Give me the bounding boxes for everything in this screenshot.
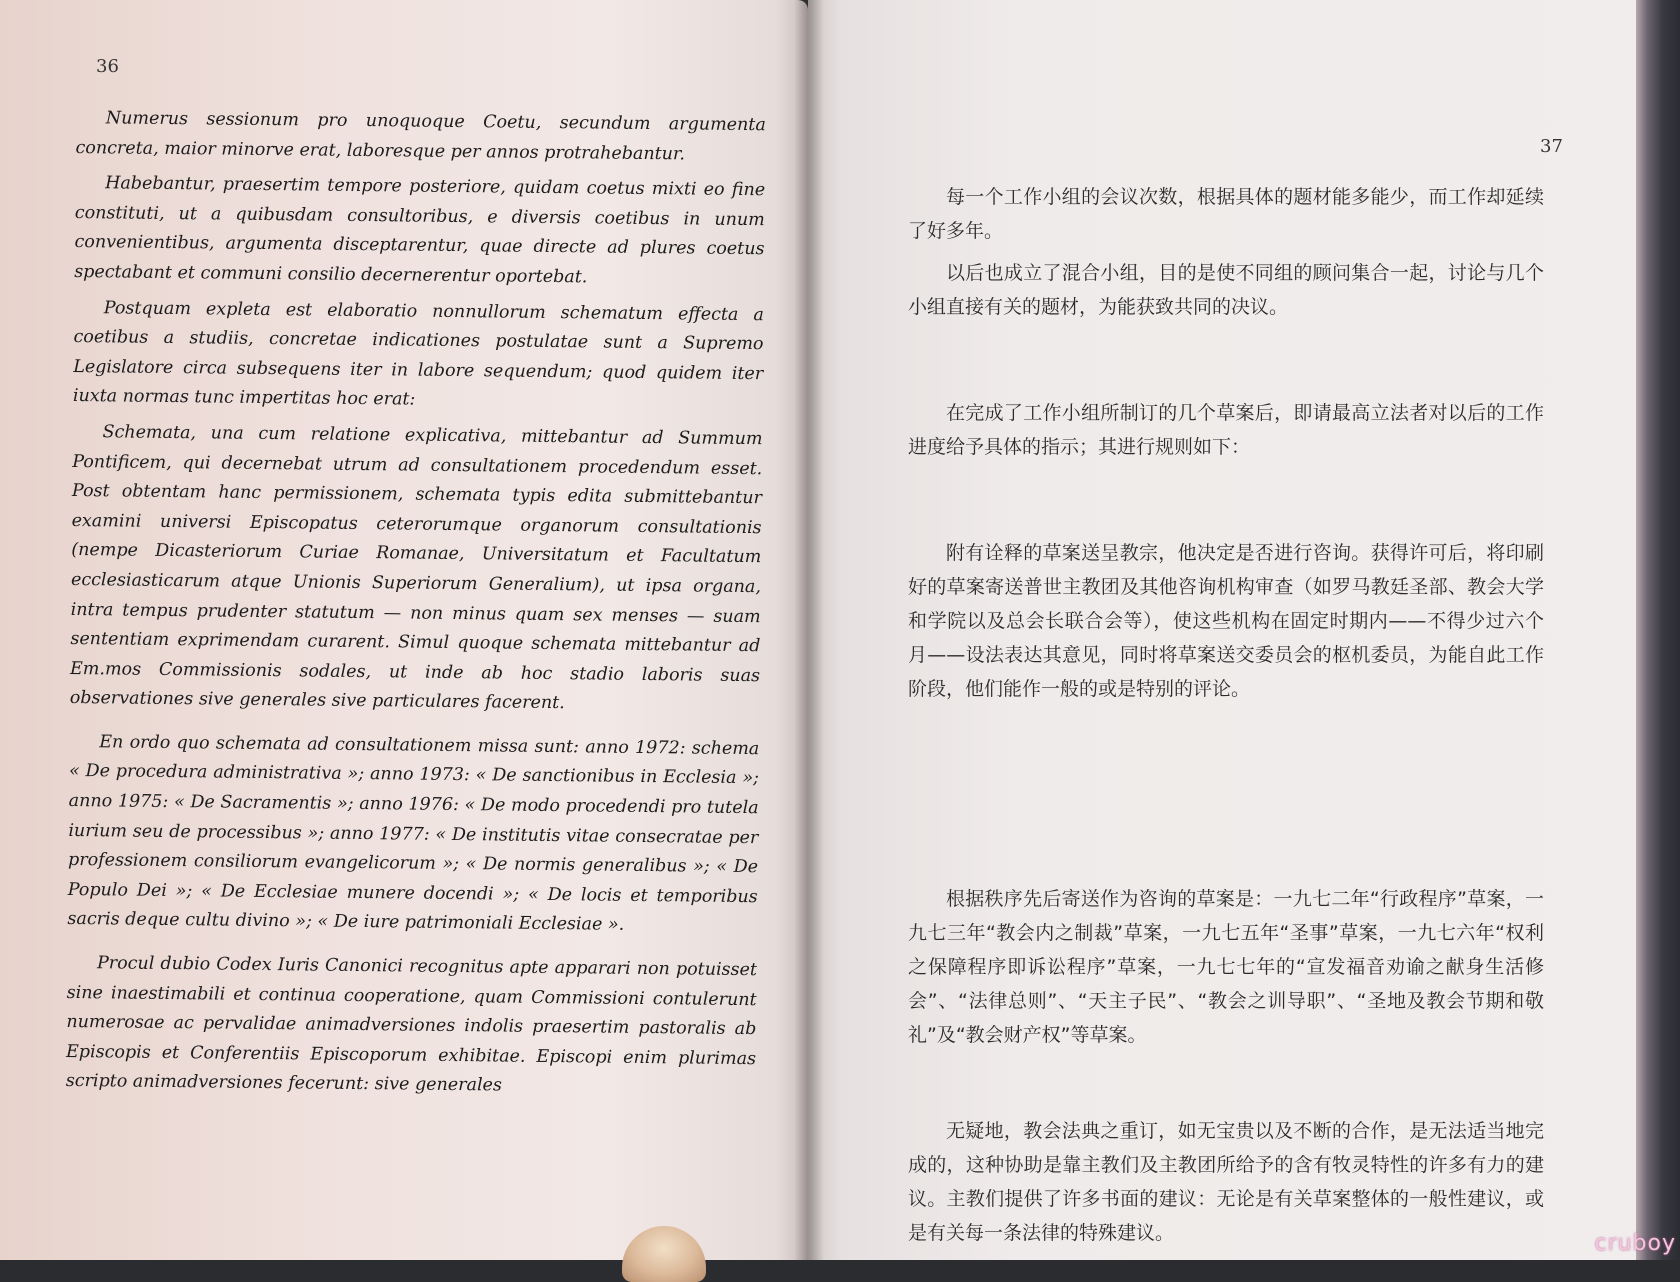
chinese-paragraph: 每一个工作小组的会议次数，根据具体的题材能多能少，而工作却延续了好多年。 [908,186,1544,242]
latin-paragraph: En ordo quo schemata ad consultationem missa sunt: anno 1972: schema « De procedura administrativa »; anno 1973: « De sanctionibus in Ecclesia »; anno 1975: « De Sacramentis »; anno 1976: « De modo procedendi pro tutela iurium seu de processibus »; anno 1977: « De institutis vitae consecratae per professionem consiliorum evangelicorum »; « De normis generalibus »; « De Populo Dei »; « De Ecclesiae munere docendi »; « De locis et temporibus sacris deque cultu divino »; « De iure patrimoniali Ecclesiae ». [67,732,760,936]
watermark-text: cruboy [1594,1231,1676,1256]
page-edge [1636,0,1680,1260]
chinese-paragraph: 在完成了工作小组所制订的几个草案后，即请最高立法者对以后的工作进度给予具体的指示；其进行规则如下： [908,402,1544,458]
chinese-paragraph: 附有诠释的草案送呈教宗，他决定是否进行咨询。获得许可后，将印刷好的草案寄送普世主教团及其他咨询机构审查（如罗马教廷圣部、教会大学和学院以及总会长联合会等），使这些机构在固定时期内——不得少过六个月——设法表达其意见，同时将草案送交委员会的枢机委员，为能自此工作阶段，他们能作一般的或是特别的评论。 [908,542,1544,700]
chinese-paragraph: 根据秩序先后寄送作为咨询的草案是：一九七二年“行政程序”草案，一九七三年“教会内之制裁”草案，一九七五年“圣事”草案，一九七六年“权利之保障程序即诉讼程序”草案，一九七七年的“宣发福音劝谕之献身生活修会”、“法律总则”、“天主子民”、“教会之训导职”、“圣地及教会节期和敬礼”及“教会财产权”等草案。 [908,888,1544,1046]
latin-paragraph: Numerus sessionum pro unoquoque Coetu, secundum argumenta concreta, maior minorve erat, laboresque per annos protrahebantur. [75,108,766,164]
page-number-right: 37 [1540,136,1563,157]
chinese-paragraph: 以后也成立了混合小组，目的是使不同组的顾问集合一起，讨论与几个小组直接有关的题材，为能获致共同的决议。 [908,262,1544,318]
latin-text-block [66,104,766,1110]
chinese-paragraph: 无疑地，教会法典之重订，如无宝贵以及不断的合作，是无法适当地完成的，这种协助是靠主教们及主教团所给予的含有牧灵特性的许多有力的建议。主教们提供了许多书面的建议：无论是有关草案整体的一般性建议，或是有关每一条法律的特殊建议。 [908,1120,1544,1244]
latin-paragraph: Postquam expleta est elaboratio nonnullorum schematum effecta a coetibus a studiis, concretae indicationes postulatae sunt a Supremo Legislatore circa subsequens iter in labore sequendum; quod quidem iter iuxta normas tunc impertitas hoc erat: [72,297,764,410]
latin-paragraph: Habebantur, praesertim tempore posteriore, quidam coetus mixti eo fine constituti, ut a quibusdam consultoribus, e diversis coetibus in unum convenientibus, argumenta disceptarentur, quae directe ad plures coetus spectabant et communi consilio decernerentur oportebat. [74,173,766,288]
latin-paragraph: Procul dubio Codex Iuris Canonici recognitus apte apparari non potuisset sine inaestimabili et continua cooperatione, quam Commissioni contulerunt numerosae ac pervalidae animadversiones indolis praesertim pastoralis ab Episcopis et Conferentiis Episcoporum exhibitae. Episcopi enim plurimas scripto animadversiones fecerunt: sive generales [65,953,758,1096]
book-gutter [794,0,824,1260]
latin-paragraph: Schemata, una cum relatione explicativa, mittebantur ad Summum Pontificem, qui decernebat utrum ad consultationem procedendum esset. Post obtentam hanc permissionem, schemata typis edita submittebantur examini universi Episcopatus ceterorumque organorum consultationis (nempe Dicasteriorum Curiae Romanae, Universitatum et Facultatum ecclesiasticarum atque Unionis Superiorum Generalium), ut ipsa organa, intra tempus prudenter statutum — non minus quam sex menses — suam sententiam exprimendam curarent. Simul quoque schemata mittebantur ad Em.mos Commissionis sodales, ut inde ab hoc stadio laboris suas observationes sive generales sive particulares facerent. [69,422,763,714]
chinese-text-block [908,180,1544,1250]
page-number-left: 36 [96,56,119,77]
